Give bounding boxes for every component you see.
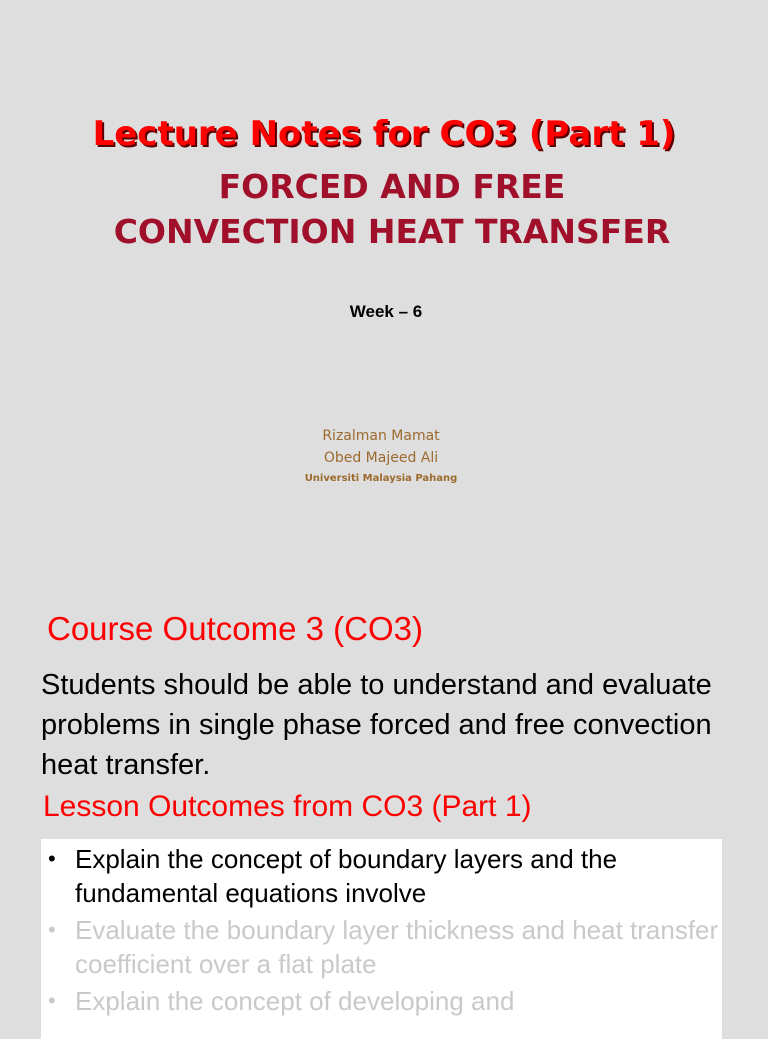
lesson-outcome-text: Explain the concept of boundary layers and the fundamental equations involve [75,844,618,908]
bullet-icon: • [48,917,56,942]
lesson-outcome-text: Explain the concept of developing and [75,986,515,1016]
course-outcome-heading: Course Outcome 3 (CO3) [47,610,423,647]
subtitle-line-2: CONVECTION HEAT TRANSFER [113,212,671,251]
week-label: Week – 6 [349,302,423,321]
lesson-outcome-item [41,984,722,1018]
author-name: Rizalman Mamat [322,428,440,444]
bullet-icon: • [48,846,56,871]
lesson-outcome-text: Evaluate the boundary layer thickness and heat transfer coefficient over a flat plate [75,915,719,979]
lesson-outcomes-list [41,842,722,1018]
lesson-outcome-item [41,842,722,910]
lesson-outcomes-box [41,839,722,1039]
lecture-subtitle [0,164,768,254]
course-outcome-slide [0,580,768,1024]
author-affiliation: Universiti Malaysia Pahang [304,473,458,484]
lesson-outcome-item [41,913,722,981]
subtitle-line-1: FORCED AND FREE [218,167,566,206]
lesson-outcomes-heading: Lesson Outcomes from CO3 (Part 1) [43,790,532,823]
course-outcome-statement: Students should be able to understand and evaluate problems in single phase forced and free convection heat transfer. [41,669,712,781]
bullet-icon: • [48,988,56,1013]
lecture-title: Lecture Notes for CO3 (Part 1) [92,114,676,154]
author-block [0,425,762,487]
author-name: Obed Majeed Ali [323,450,439,466]
